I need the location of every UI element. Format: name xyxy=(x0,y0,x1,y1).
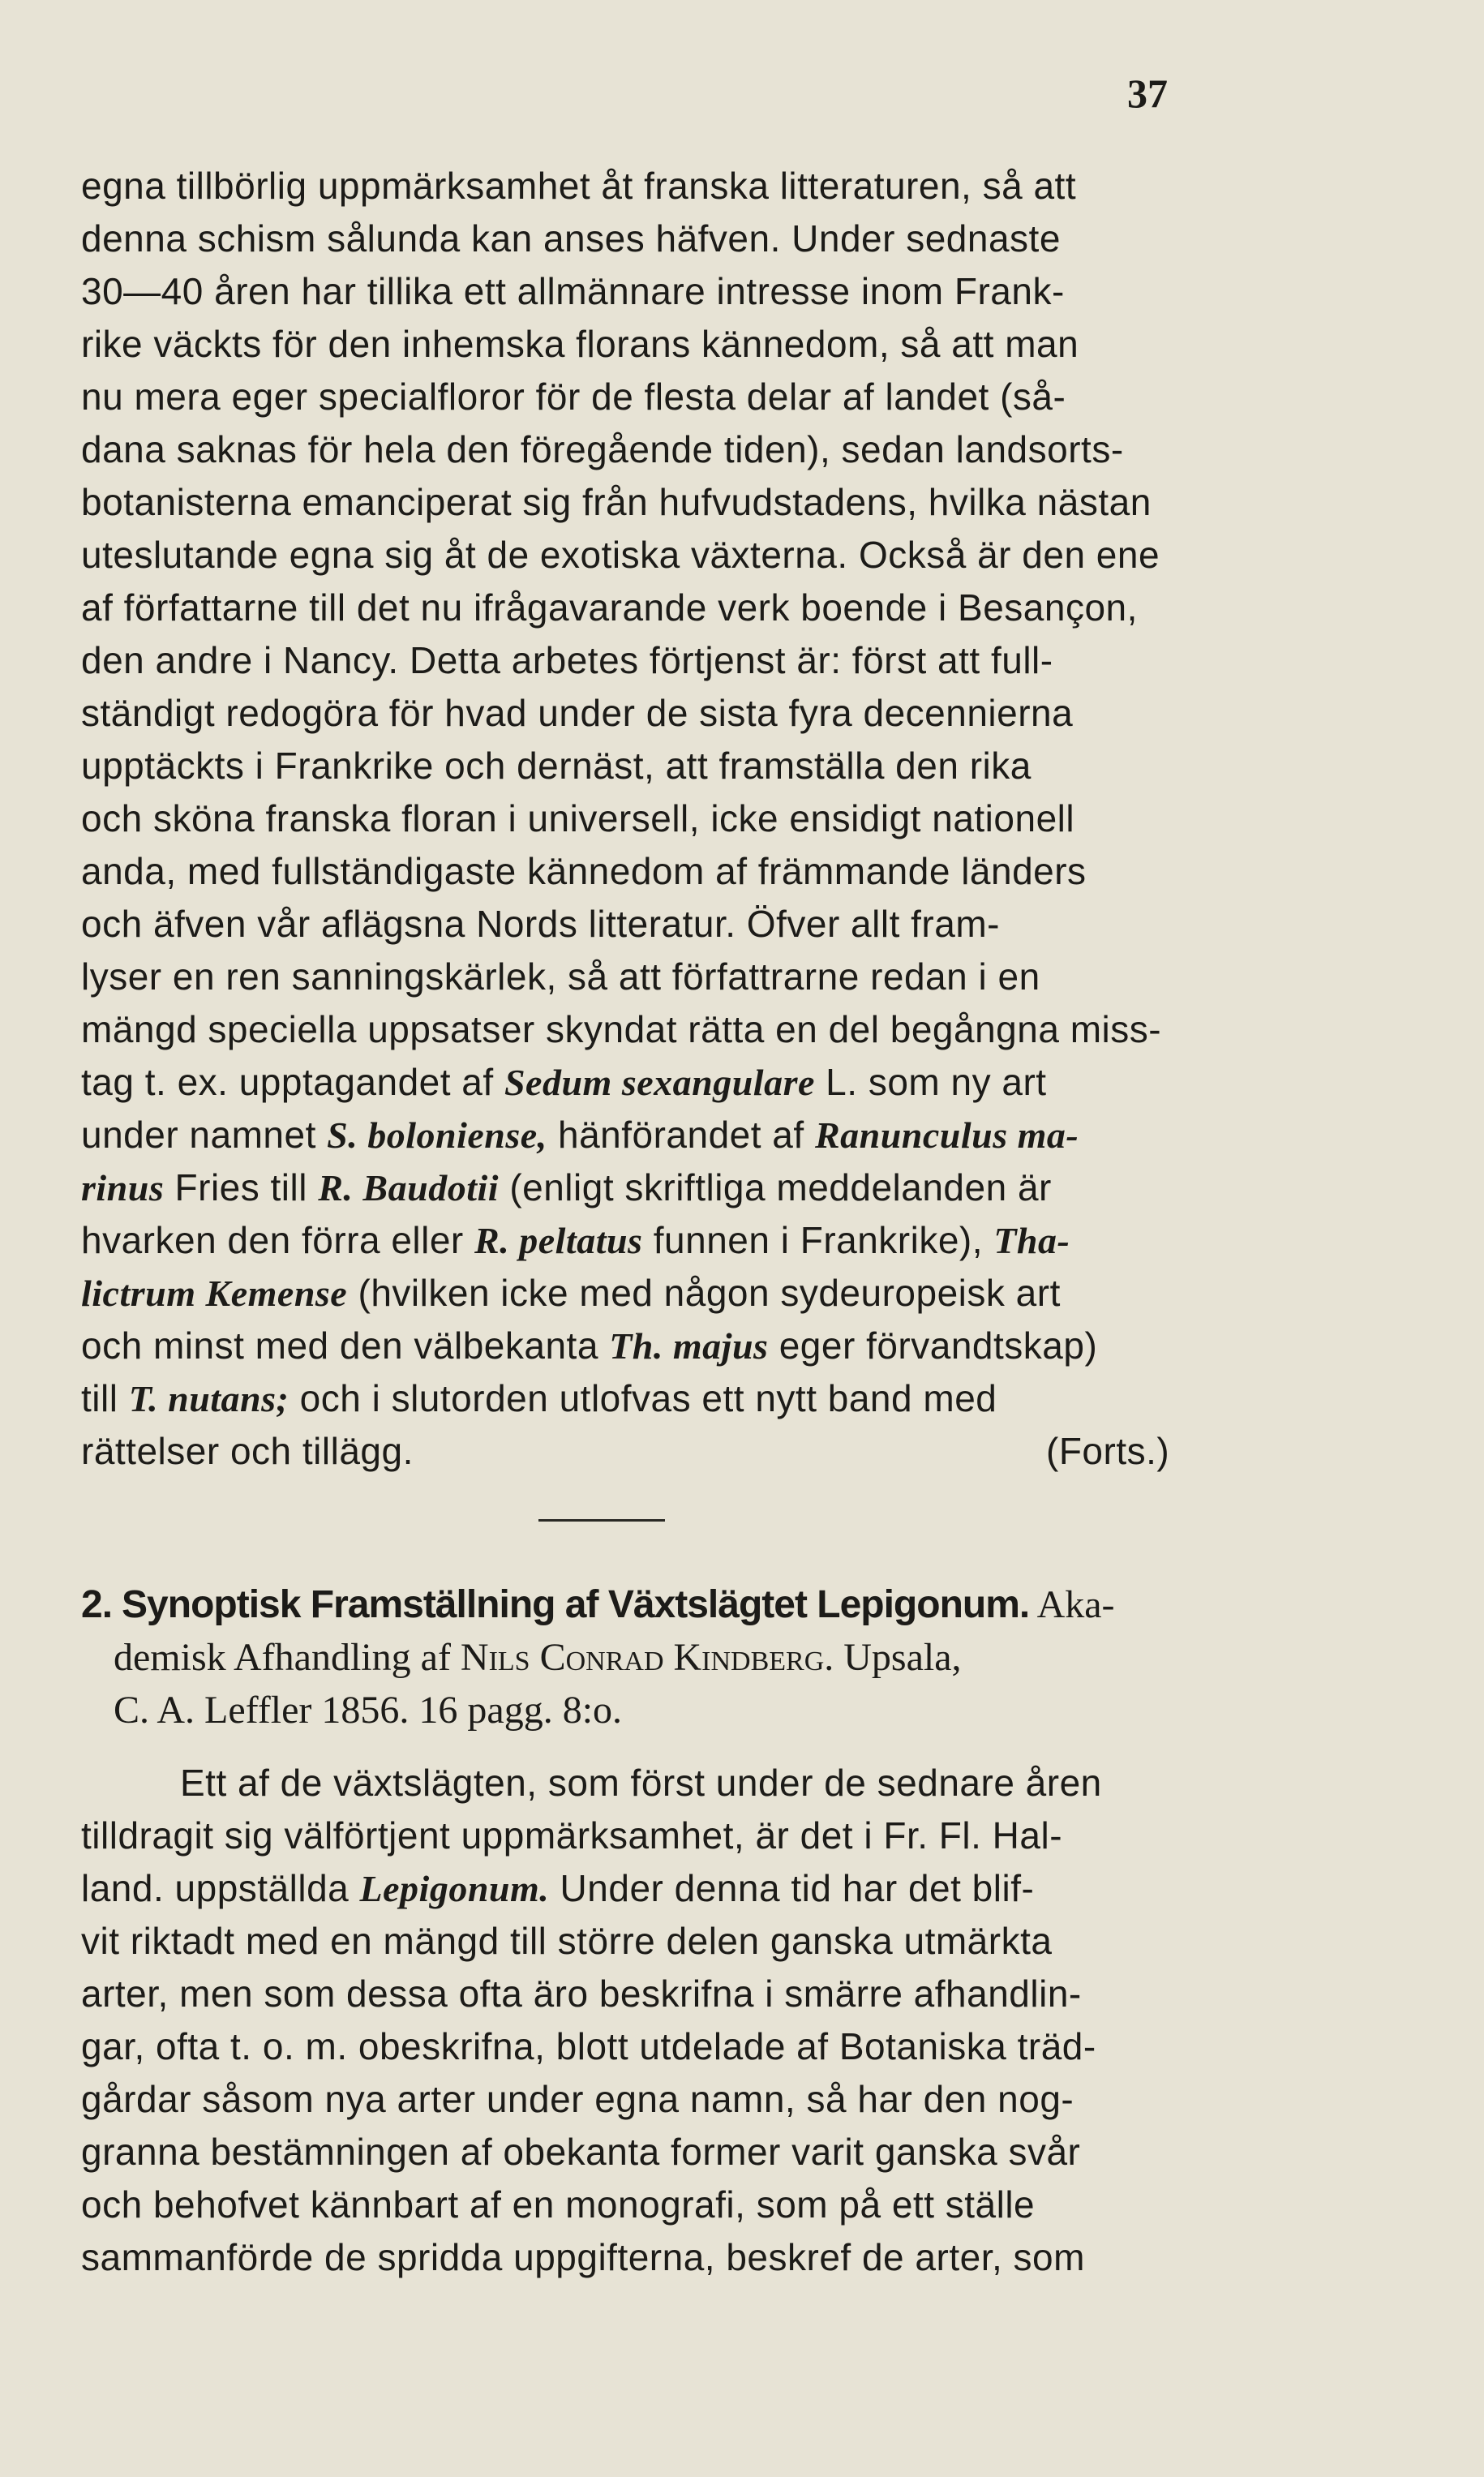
text-line: under namnet S. boloniense, hänförandet af Ranunculus ma- xyxy=(81,1114,1079,1156)
text-line: till T. nutans; och i slutorden utlofvas ett nytt band med xyxy=(81,1377,997,1419)
text-line: lictrum Kemense (hvilken icke med någon sydeuropeisk art xyxy=(81,1272,1061,1314)
text-line: rättelser och tillägg. xyxy=(81,1430,414,1472)
text-line: botanisterna emanciperat sig från hufvudstadens, hvilka nästan xyxy=(81,481,1152,523)
text-line: mängd speciella uppsatser skyndat rätta en del begångna miss- xyxy=(81,1008,1162,1050)
text-line: och sköna franska floran i universell, icke ensidigt nationell xyxy=(81,797,1075,839)
page-number: 37 xyxy=(1127,71,1168,116)
species-name: T. nutans; xyxy=(128,1378,290,1419)
text-line: sammanförde de spridda uppgifterna, beskref de arter, som xyxy=(81,2236,1085,2278)
species-name: rinus xyxy=(81,1167,165,1208)
text-line: tilldragit sig välförtjent uppmärksamhet, är det i Fr. Fl. Hal- xyxy=(81,1814,1063,1857)
text-line: nu mera eger specialfloror för de flesta delar af landet (så- xyxy=(81,376,1066,418)
text-line: egna tillbörlig uppmärksamhet åt franska litteraturen, så att xyxy=(81,165,1077,207)
species-name: Sedum sexangulare xyxy=(504,1062,815,1103)
species-name: Tha- xyxy=(993,1220,1070,1261)
text-line: och behofvet kännbart af en monografi, som på ett ställe xyxy=(81,2183,1036,2226)
text-line: hvarken den förra eller R. peltatus funnen i Frankrike), Tha- xyxy=(81,1219,1070,1261)
species-name: S. boloniense, xyxy=(327,1114,547,1156)
review-title: Synoptisk Framställning af Växtslägtet Lepigonum. xyxy=(122,1583,1030,1626)
species-name: lictrum Kemense xyxy=(81,1273,348,1314)
text-line: granna bestämningen af obekanta former varit ganska svår xyxy=(81,2131,1081,2173)
review-heading: 2. Synoptisk Framställning af Växtslägtet Lepigonum. Aka- xyxy=(81,1583,1115,1626)
text-line: gar, ofta t. o. m. obeskrifna, blott utdelade af Botaniska träd- xyxy=(81,2025,1096,2067)
text-line: den andre i Nancy. Detta arbetes förtjenst är: först att full- xyxy=(81,639,1053,681)
text-line: rike väckts för den inhemska florans kännedom, så att man xyxy=(81,323,1079,365)
section-divider xyxy=(538,1519,665,1522)
species-name: Th. majus xyxy=(609,1325,769,1367)
text-line: vit riktadt med en mängd till större delen ganska utmärkta xyxy=(81,1920,1053,1962)
text-line: gårdar såsom nya arter under egna namn, så har den nog- xyxy=(81,2078,1074,2120)
text-line: land. uppställda Lepigonum. Under denna tid har det blif- xyxy=(81,1867,1035,1909)
text-line: och minst med den välbekanta Th. majus eger förvandtskap) xyxy=(81,1324,1098,1367)
text-line: ständigt redogöra för hvad under de sista fyra decennierna xyxy=(81,692,1074,734)
review-heading-line: demisk Afhandling af Nils Conrad Kindberg. Upsala, xyxy=(114,1636,962,1679)
review-heading-line: C. A. Leffler 1856. 16 pagg. 8:o. xyxy=(114,1689,623,1732)
text-line: dana saknas för hela den föregående tiden), sedan landsorts- xyxy=(81,428,1124,470)
genus-name: Lepigonum. xyxy=(359,1868,550,1909)
text-line: af författarne till det nu ifrågavarande verk boende i Besançon, xyxy=(81,586,1138,629)
species-name: Ranunculus ma- xyxy=(814,1114,1079,1156)
text-line: anda, med fullständigaste kännedom af främmande länders xyxy=(81,850,1087,892)
author-name: Nils Conrad Kindberg xyxy=(460,1636,825,1679)
text-line: upptäckts i Frankrike och dernäst, att framställa den rika xyxy=(81,745,1032,787)
text-line: 30—40 åren har tillika ett allmännare intresse inom Frank- xyxy=(81,270,1065,312)
species-name: R. Baudotii xyxy=(318,1167,500,1208)
text-line: uteslutande egna sig åt de exotiska växterna. Också är den ene xyxy=(81,534,1160,576)
text-line: lyser en ren sanningskärlek, så att författrarne redan i en xyxy=(81,955,1040,998)
text-line: arter, men som dessa ofta äro beskrifna i smärre afhandlin- xyxy=(81,1973,1082,2015)
species-name: R. peltatus xyxy=(474,1220,643,1261)
text-line: Ett af de växtslägten, som först under de sednare åren xyxy=(180,1762,1102,1804)
continued-marker: (Forts.) xyxy=(1046,1430,1170,1472)
text-line: och äfven vår aflägsna Nords litteratur. Öfver allt fram- xyxy=(81,903,1000,945)
text-line: tag t. ex. upptagandet af Sedum sexangulare L. som ny art xyxy=(81,1061,1047,1103)
text-line: denna schism sålunda kan anses häfven. Under sednaste xyxy=(81,217,1061,260)
text-line: rinus Fries till R. Baudotii (enligt skriftliga meddelanden är xyxy=(81,1166,1052,1208)
